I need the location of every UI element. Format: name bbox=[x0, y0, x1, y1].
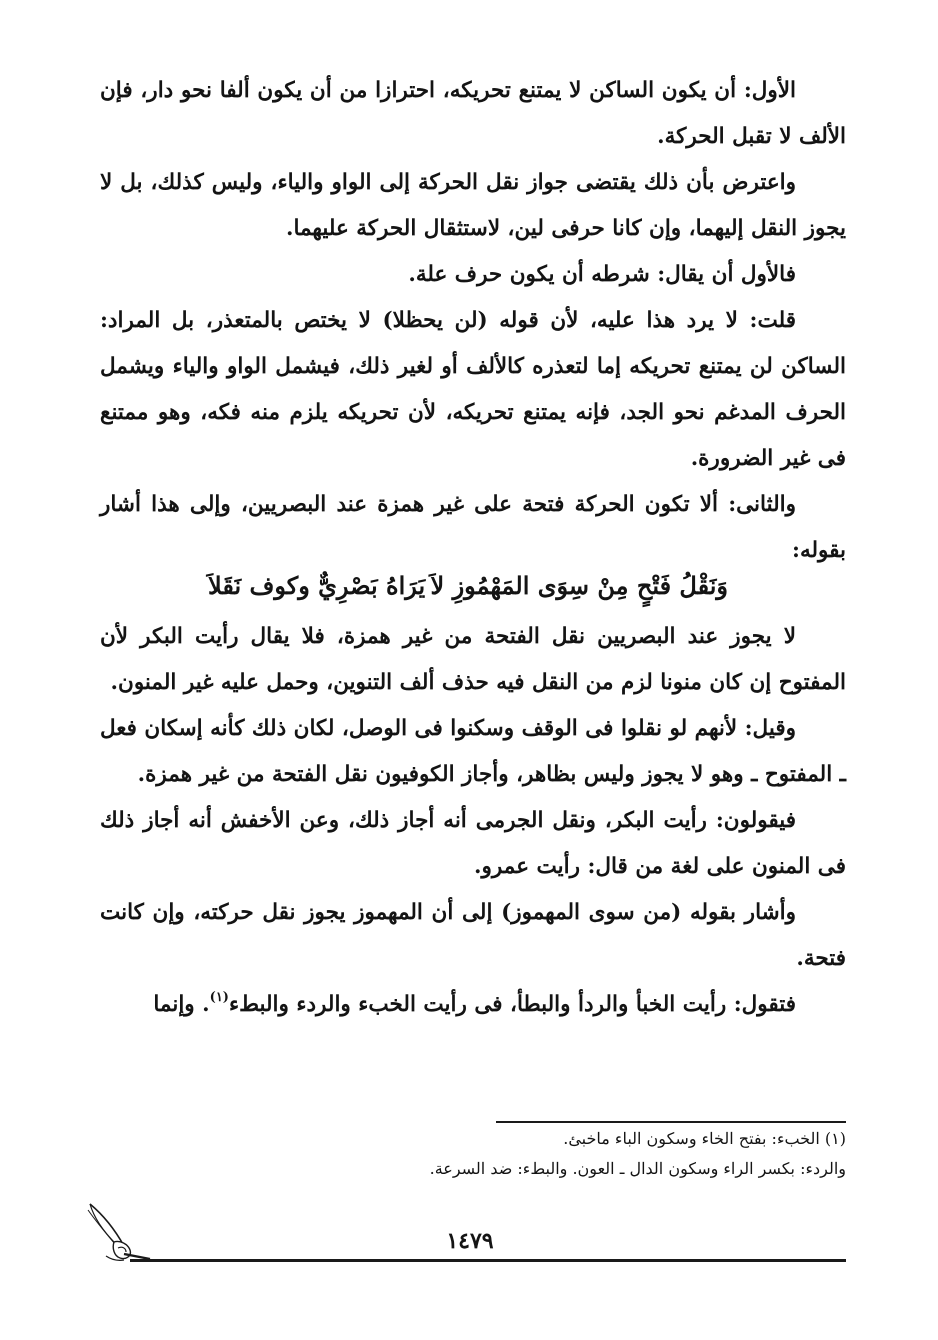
last-line-text: فتقول: رأيت الخبأ والردأ والبطأ، فى رأيت الخبء والردء والبطء bbox=[228, 992, 796, 1017]
verse-block bbox=[100, 560, 846, 612]
paragraph-response: قلت: لا يرد هذا عليه، لأن قوله (لن يحظلا) لا يختص بالمتعذر، بل المراد: الساكن لن يمتنع تحريكه إما لتعذره كالألف أو لغير ذلك، فيشمل الواو والياء ويشمل الحرف المدغم نحو الجد، فإنه يمتنع تحريكه، لأن تحريكه يلزم منه فكه، وهو ممتنع فى غير الضرورة. bbox=[100, 308, 846, 471]
paragraph-last-line bbox=[100, 982, 846, 1028]
footnote-1-continued: والردء: بكسر الراء وسكون الدال ـ العون. والبطء: ضد السرعة. bbox=[429, 1159, 846, 1178]
paragraph-second-condition: والثانى: ألا تكون الحركة فتحة على غير همزة عند البصريين، وإلى هذا أشار بقوله: bbox=[100, 492, 846, 563]
verse-line bbox=[100, 560, 846, 612]
page-number: ١٤٧٩ bbox=[446, 1228, 494, 1254]
paragraph-other-view: وقيل: لأنهم لو نقلوا فى الوقف وسكنوا فى الوصل، لكان ذلك كأنه إسكان فعل ـ المفتوح ـ وهو لا يجوز وليس بظاهر، وأجاز الكوفيون نقل الفتحة من غير همزة. bbox=[100, 716, 846, 787]
footnotes bbox=[220, 1124, 846, 1184]
last-line-tail: . وإنما bbox=[153, 992, 210, 1017]
paragraph-objection: واعترض بأن ذلك يقتضى جواز نقل الحركة إلى الواو والياء، وليس كذلك، بل لا يجوز النقل إليهما، وإن كانا حرفى لين، لاستثقال الحركة عليهما. bbox=[100, 170, 846, 241]
verse-second-hemistich: يَرَاهُ بَصْرِيٌّ وكوف نَقَلاَ bbox=[208, 571, 426, 600]
quill-pen-icon bbox=[84, 1198, 152, 1264]
paragraph-first-condition: الأول: أن يكون الساكن لا يمتنع تحريكه، احترازا من أن يكون ألفا نحو دار، فإن الألف لا تقبل الحركة. bbox=[100, 78, 846, 149]
main-text-lower bbox=[100, 614, 846, 1028]
footnote-reference: (١) bbox=[209, 990, 229, 1005]
paragraph-correction: فالأول أن يقال: شرطه أن يكون حرف علة. bbox=[408, 262, 796, 287]
footnote-separator bbox=[496, 1121, 846, 1123]
verse-first-hemistich: وَنَقْلُ فَتْحٍ مِنْ سِوَى المَهْمُوزِ لاَ bbox=[430, 571, 728, 600]
footnote-1: (١) الخبء: بفتح الخاء وسكون الباء ماخبئ. bbox=[563, 1129, 846, 1148]
paragraph-hamza-note: وأشار بقوله (من سوى المهموز) إلى أن المهموز يجوز نقل حركته، وإن كانت فتحة. bbox=[100, 900, 846, 971]
bottom-rule bbox=[130, 1259, 846, 1262]
paragraph-verse-explanation: لا يجوز عند البصريين نقل الفتحة من غير همزة، فلا يقال رأيت البكر لأن المفتوح إن كان منونا لزم من النقل فيه حذف ألف التنوين، وحمل عليه غير المنون. bbox=[100, 624, 846, 695]
paragraph-kufan-example: فيقولون: رأيت البكر، ونقل الجرمى أنه أجاز ذلك، وعن الأخفش أنه أجاز ذلك فى المنون على لغة من قال: رأيت عمرو. bbox=[100, 808, 846, 879]
main-text-upper bbox=[100, 68, 846, 574]
